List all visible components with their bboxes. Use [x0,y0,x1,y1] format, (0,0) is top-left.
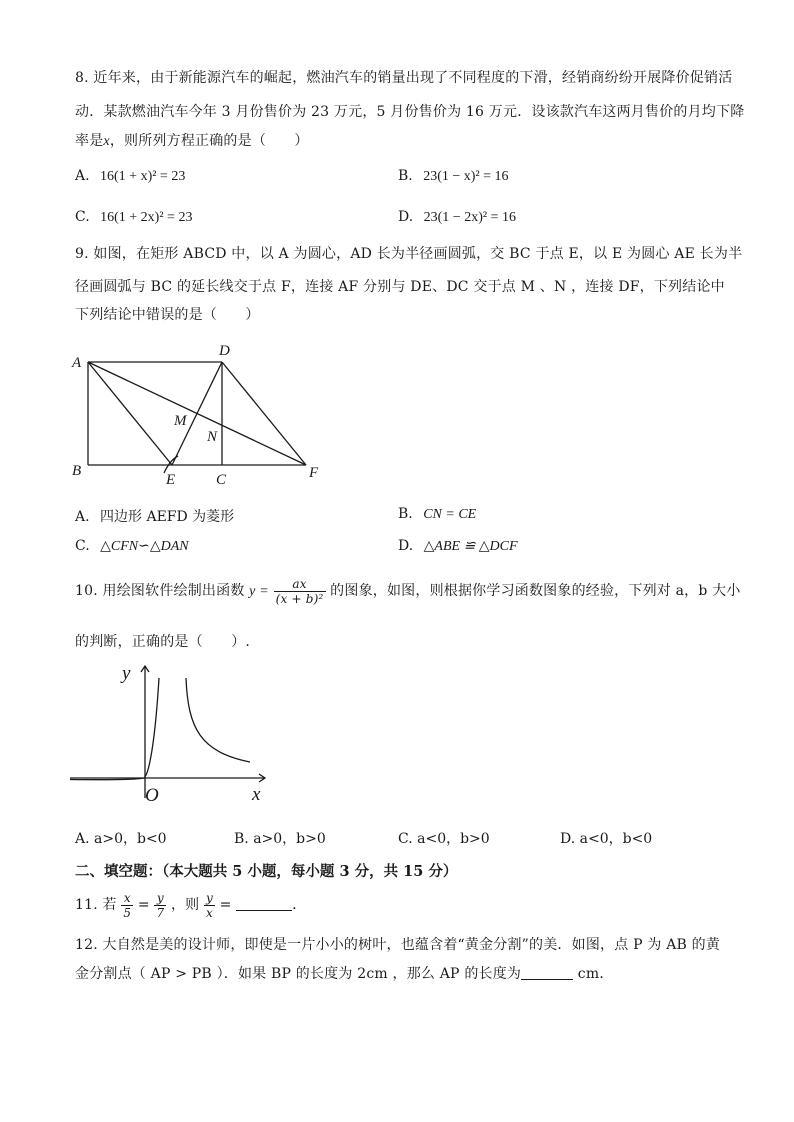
section-fill-in-title: 二、填空题：（本大题共 5 小题，每小题 3 分，共 15 分） [75,863,458,880]
q9-option-c-label: C. [75,538,90,554]
q11-answer-blank[interactable] [236,896,292,911]
q8-option-d[interactable] [398,209,516,226]
q11-f2-num: y [154,891,166,906]
q10-line1-pre: 10. 用绘图软件绘制出函数 [75,583,245,599]
q9-option-c-text: △CFN∽△DAN [100,539,189,554]
q12-unit: cm． [577,966,614,982]
q8-line3-pre: 率是 [75,133,104,149]
q8-option-b-text: 23(1 − x)² = 16 [423,169,509,184]
q9-option-b-label: B. [398,506,413,522]
q10-line2: 的判断，正确的是（ ）. [75,634,251,650]
q12-line2-pre: 金分割点（ AP > PB ）．如果 BP 的长度为 2cm ，那么 AP 的长度为 [75,966,522,982]
q8-option-a-label: A. [75,168,90,184]
label-m: M [174,413,187,429]
segment-df [222,362,306,465]
q8-line1: 8. 近年来，由于新能源汽车的崛起，燃油汽车的销量出现了不同程度的下滑，经销商纷纷开展降价促销活 [75,70,733,86]
q9-option-c[interactable] [75,538,189,555]
q10-function-graph [70,658,280,808]
label-d: D [219,343,230,359]
q10-option-d[interactable]: D. a<0，b<0 [560,831,653,847]
q11-f1-den: 5 [123,905,132,920]
q9-line1: 9. 如图，在矩形 ABCD 中，以 A 为圆心，AD 长为半径画圆弧，交 BC 于点 E，以 E 为圆心 AE 长为半 [75,246,743,262]
label-a: A [72,355,82,371]
axis-label-y: y [122,663,131,684]
q10-func-den: (x + b)² [275,591,324,606]
q9-rectangle-figure [64,338,334,488]
label-e: E [166,472,176,488]
q11-fraction-y-x [204,891,215,920]
q8-option-a-text: 16(1 + x)² = 23 [100,169,186,184]
q9-option-a-label: A. [75,509,90,525]
q8-option-c-text: 16(1 + 2x)² = 23 [100,210,193,225]
q10-line1-post: 的图象，如图，则根据你学习函数图象的经验，下列对 a，b 大小 [330,583,741,599]
q8-var-x: x [103,134,110,149]
q10-option-a[interactable]: A. a>0，b<0 [75,831,167,847]
q11-pre: 11. 若 [75,897,117,913]
q8-option-b-label: B. [398,168,413,184]
q12-answer-blank[interactable] [521,965,573,980]
q8-option-d-label: D. [398,209,414,225]
q9-option-b[interactable] [398,506,476,523]
q10-func-num: ax [274,577,326,592]
q11-post: ． [292,897,307,913]
q8-option-a[interactable] [75,168,185,185]
axis-label-x: x [252,784,261,805]
label-c: C [216,472,227,488]
q8-option-b[interactable] [398,168,509,185]
q9-option-a[interactable] [75,506,234,526]
curve-right-branch [186,678,250,762]
q8-option-c[interactable] [75,209,192,226]
q10-line1 [75,574,741,609]
q8-option-d-text: 23(1 − 2x)² = 16 [423,210,516,225]
q8-option-c-label: C. [75,209,90,225]
q11-eq: = [137,897,150,913]
q11-eq2: = [219,897,232,913]
q10-func-lhs: y = [249,584,269,599]
q12-line1: 12. 大自然是美的设计师，即使是一片小小的树叶，也蕴含着“黄金分割”的美．如图，点 P 为 AB 的黄 [75,937,721,953]
q11-fraction-y-7 [154,891,166,920]
q10-option-c[interactable]: C. a<0，b>0 [398,831,490,847]
label-b: B [72,463,82,479]
q12-line2 [75,963,614,983]
segment-ae [88,362,172,465]
q8-line3-post: ，则所列方程正确的是（ ） [109,133,309,149]
q8-line2: 动．某款燃油汽车今年 3 月份售价为 23 万元，5 月份售价为 16 万元．设该款汽车这两月售价的月均下降 [75,104,745,120]
q8-line3 [75,130,309,150]
label-f: F [309,465,319,481]
q11-f3-num: y [206,890,214,905]
q9-option-b-text: CN = CE [423,507,477,522]
label-n: N [207,429,218,445]
q11-line [75,886,306,924]
q9-option-d[interactable] [398,538,518,555]
q11-f2-den: 7 [156,905,165,920]
q9-line2: 径画圆弧与 BC 的延长线交于点 F，连接 AF 分别与 DE、DC 交于点 M 、N ，连接 DF，下列结论中 [75,279,725,295]
q10-option-b[interactable]: B. a>0，b>0 [234,831,326,847]
q9-option-d-text: △ABE ≌ △DCF [423,539,518,554]
q11-fraction-x-5 [121,891,133,920]
q9-line3: 下列结论中错误的是（ ） [75,307,260,323]
q11-f1-num: x [121,891,133,906]
q10-function-fraction [274,577,326,606]
q9-option-d-label: D. [398,538,414,554]
q9-option-a-text: 四边形 AEFD 为菱形 [100,509,235,525]
axis-label-origin: O [145,785,159,806]
q11-mid: ，则 [170,897,200,913]
q11-f3-den: x [206,905,213,920]
